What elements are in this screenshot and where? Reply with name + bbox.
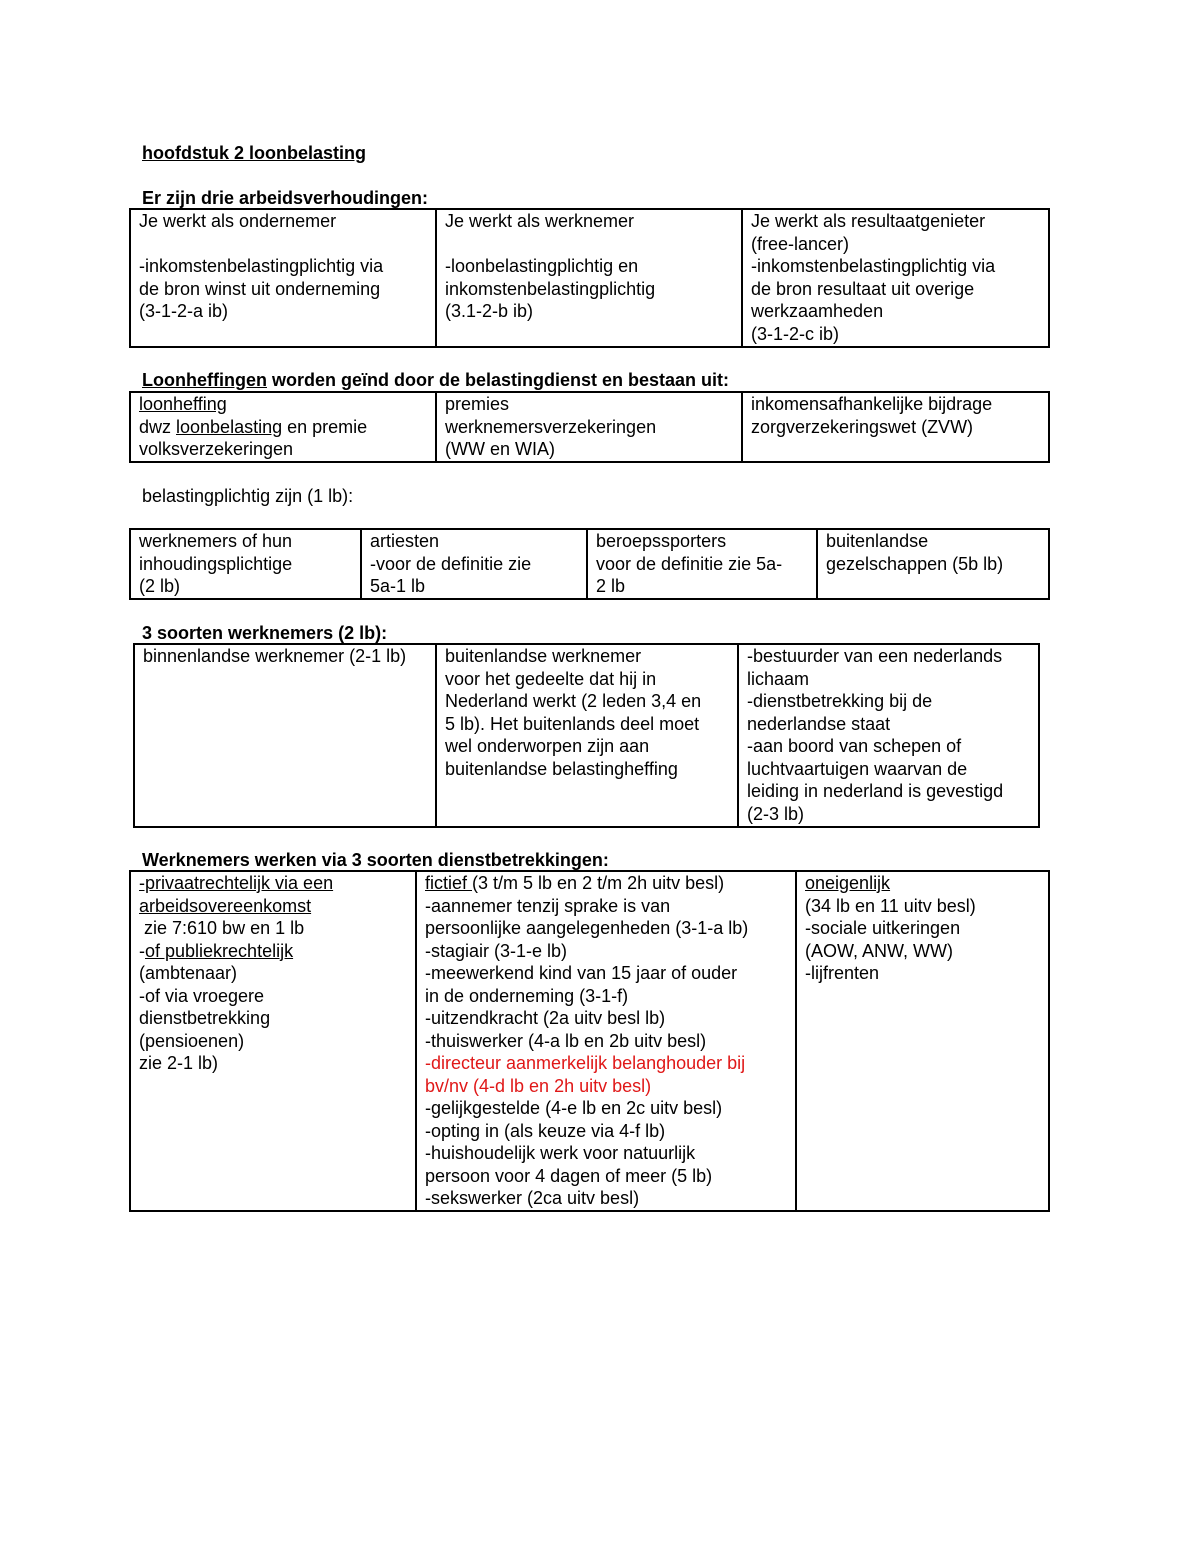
cell-line: -inkomstenbelastingplichtig via [751,256,996,276]
cell-line: -inkomstenbelastingplichtig via [139,256,384,276]
cell-line [139,233,427,256]
cell-line: buitenlandse [826,531,929,551]
cell-line: -thuiswerker (4-a lb en 2b uitv besl) [425,1030,707,1051]
table-cell-bestuurder [738,644,1039,827]
cell-line: (free-lancer) [751,233,850,254]
cell-line: zie 2-1 lb) [139,1053,219,1073]
cell-line: dienstbetrekking [139,1008,271,1028]
section2-heading [142,369,729,391]
cell-line: artiesten [370,531,440,551]
cell-line [139,940,407,963]
cell-line: -dienstbetrekking bij de [747,691,933,711]
cell-line: 5a-1 lb [370,576,426,596]
cell-line: werkzaamheden [751,301,884,321]
cell-line: 2 lb [596,576,626,596]
cell-line: -aan boord van schepen of [747,736,962,756]
text-run: en premie [282,416,368,437]
cell-line: (34 lb en 11 uitv besl) [805,895,976,916]
table-row [130,871,1049,1211]
table-cell-werknemers [130,529,361,599]
cell-line: arbeidsovereenkomst [139,895,312,916]
cell-line: nederlandse staat [747,713,891,734]
cell-line: -gelijkgestelde (4-e lb en 2c uitv besl) [425,1098,723,1118]
cell-line: -sociale uitkeringen [805,918,961,938]
cell-line: beroepssporters [596,531,727,551]
section1-heading: Er zijn drie arbeidsverhoudingen: [142,188,429,208]
table-cell-premies [436,392,742,462]
cell-line: gezelschappen (5b lb) [826,553,1004,574]
cell-line: Je werkt als werknemer [445,211,635,231]
table-row [134,644,1039,827]
table-cell-artiesten [361,529,587,599]
table-cell-resultaatgenieter [742,209,1049,347]
cell-line: inkomstenbelastingplichtig [445,278,656,299]
cell-line: (pensioenen) [139,1030,245,1051]
cell-line-highlight: bv/nv (4-d lb en 2h uitv besl) [425,1075,652,1096]
cell-line: oneigenlijk [805,873,891,893]
cell-line: -lijfrenten [805,963,880,983]
table-cell-privaatrechtelijk [130,871,416,1211]
heading-underlined: Loonheffingen [142,370,267,390]
cell-line [445,233,733,256]
soorten-werknemers-table [133,643,1040,828]
cell-line: binnenlandse werknemer (2-1 lb) [143,646,407,666]
belastingplichtig-table [129,528,1050,600]
text-run: dwz [139,416,177,437]
cell-line: Nederland werkt (2 leden 3,4 en [445,691,702,711]
cell-line: -of via vroegere [139,985,265,1006]
cell-line: -privaatrechtelijk via een [139,873,334,893]
cell-line: -voor de definitie zie [370,553,532,574]
cell-line: inhoudingsplichtige [139,553,293,574]
table-cell-ondernemer [130,209,436,347]
cell-line: werknemers of hun [139,531,293,551]
table-cell-gezelschappen [817,529,1049,599]
loonheffingen-table [129,391,1050,463]
cell-line: (AOW, ANW, WW) [805,940,953,961]
heading-rest: worden geïnd door de belastingdienst en bestaan uit: [266,370,730,390]
cell-line: luchtvaartuigen waarvan de [747,758,968,779]
table-cell-zvw [742,392,1049,462]
cell-line: -huishoudelijk werk voor natuurlijk [425,1143,696,1163]
cell-line: 5 lb). Het buitenlands deel moet [445,713,700,734]
arbeidsverhoudingen-table [129,208,1050,348]
cell-line: -uitzendkracht (2a uitv besl lb) [425,1008,666,1028]
cell-line: (3-1-2-a ib) [139,301,229,321]
section5-heading: Werknemers werken via 3 soorten dienstbetrekkingen: [142,850,609,870]
cell-line: buitenlandse werknemer [445,646,642,666]
table-cell-oneigenlijk [796,871,1049,1211]
cell-line: premies [445,394,510,414]
cell-line: persoonlijke aangelegenheden (3-1-a lb) [425,918,749,938]
section4-heading: 3 soorten werknemers (2 lb): [142,623,388,643]
text-run: (3 t/m 5 lb en 2 t/m 2h uitv besl) [472,873,725,893]
text-run: fictief [425,873,473,893]
table-row [130,392,1049,462]
table-row [130,529,1049,599]
text-run: - [139,940,145,961]
cell-line: loonheffing [139,394,227,414]
cell-line: de bron resultaat uit overige [751,278,975,299]
cell-line [139,416,427,439]
cell-line: -meewerkend kind van 15 jaar of ouder [425,963,738,983]
table-cell-werknemer [436,209,742,347]
table-cell-fictief [416,871,796,1211]
cell-line: inkomensafhankelijke bijdrage [751,394,993,414]
cell-line: -sekswerker (2ca uitv besl) [425,1188,640,1208]
cell-line: lichaam [747,668,810,689]
cell-line: Je werkt als ondernemer [139,211,337,231]
table-cell-binnenlandse [134,644,436,827]
dienstbetrekkingen-table [129,870,1050,1212]
cell-line: (ambtenaar) [139,963,238,983]
cell-line: -opting in (als keuze via 4-f lb) [425,1120,666,1141]
cell-line: de bron winst uit onderneming [139,278,381,299]
cell-line: (3.1-2-b ib) [445,301,534,321]
cell-line: -stagiair (3-1-e lb) [425,940,568,961]
text-run: loonbelasting [176,416,283,437]
cell-line-highlight: -directeur aanmerkelijk belanghouder bij [425,1053,746,1073]
cell-line: wel onderworpen zijn aan [445,736,650,756]
cell-line: (2 lb) [139,576,181,596]
cell-line: -loonbelastingplichtig en [445,256,639,276]
cell-line [425,872,787,895]
cell-line: volksverzekeringen [139,439,294,459]
text-run: of publiekrechtelijk [145,940,294,961]
cell-line: zorgverzekeringswet (ZVW) [751,416,974,437]
table-row [130,209,1049,347]
cell-line: werknemersverzekeringen [445,416,657,437]
cell-line: persoon voor 4 dagen of meer (5 lb) [425,1165,713,1186]
cell-line: -bestuurder van een nederlands [747,646,1003,666]
cell-line: (2-3 lb) [747,803,805,824]
table-cell-loonheffing [130,392,436,462]
table-cell-beroepssporters [587,529,817,599]
cell-line: voor het gedeelte dat hij in [445,668,657,689]
cell-line: in de onderneming (3-1-f) [425,985,629,1006]
belastingplichtig-text: belastingplichtig zijn (1 lb): [142,486,354,506]
cell-line: voor de definitie zie 5a- [596,553,783,574]
page-title: hoofdstuk 2 loonbelasting [142,143,366,163]
cell-line: leiding in nederland is gevestigd [747,781,1004,801]
cell-line: (WW en WIA) [445,439,555,459]
table-cell-buitenlandse [436,644,738,827]
cell-line: zie 7:610 bw en 1 lb [139,918,305,938]
cell-line: Je werkt als resultaatgenieter [751,211,986,231]
cell-line: (3-1-2-c ib) [751,323,840,344]
cell-line: buitenlandse belastingheffing [445,758,678,779]
cell-line: -aannemer tenzij sprake is van [425,895,671,916]
